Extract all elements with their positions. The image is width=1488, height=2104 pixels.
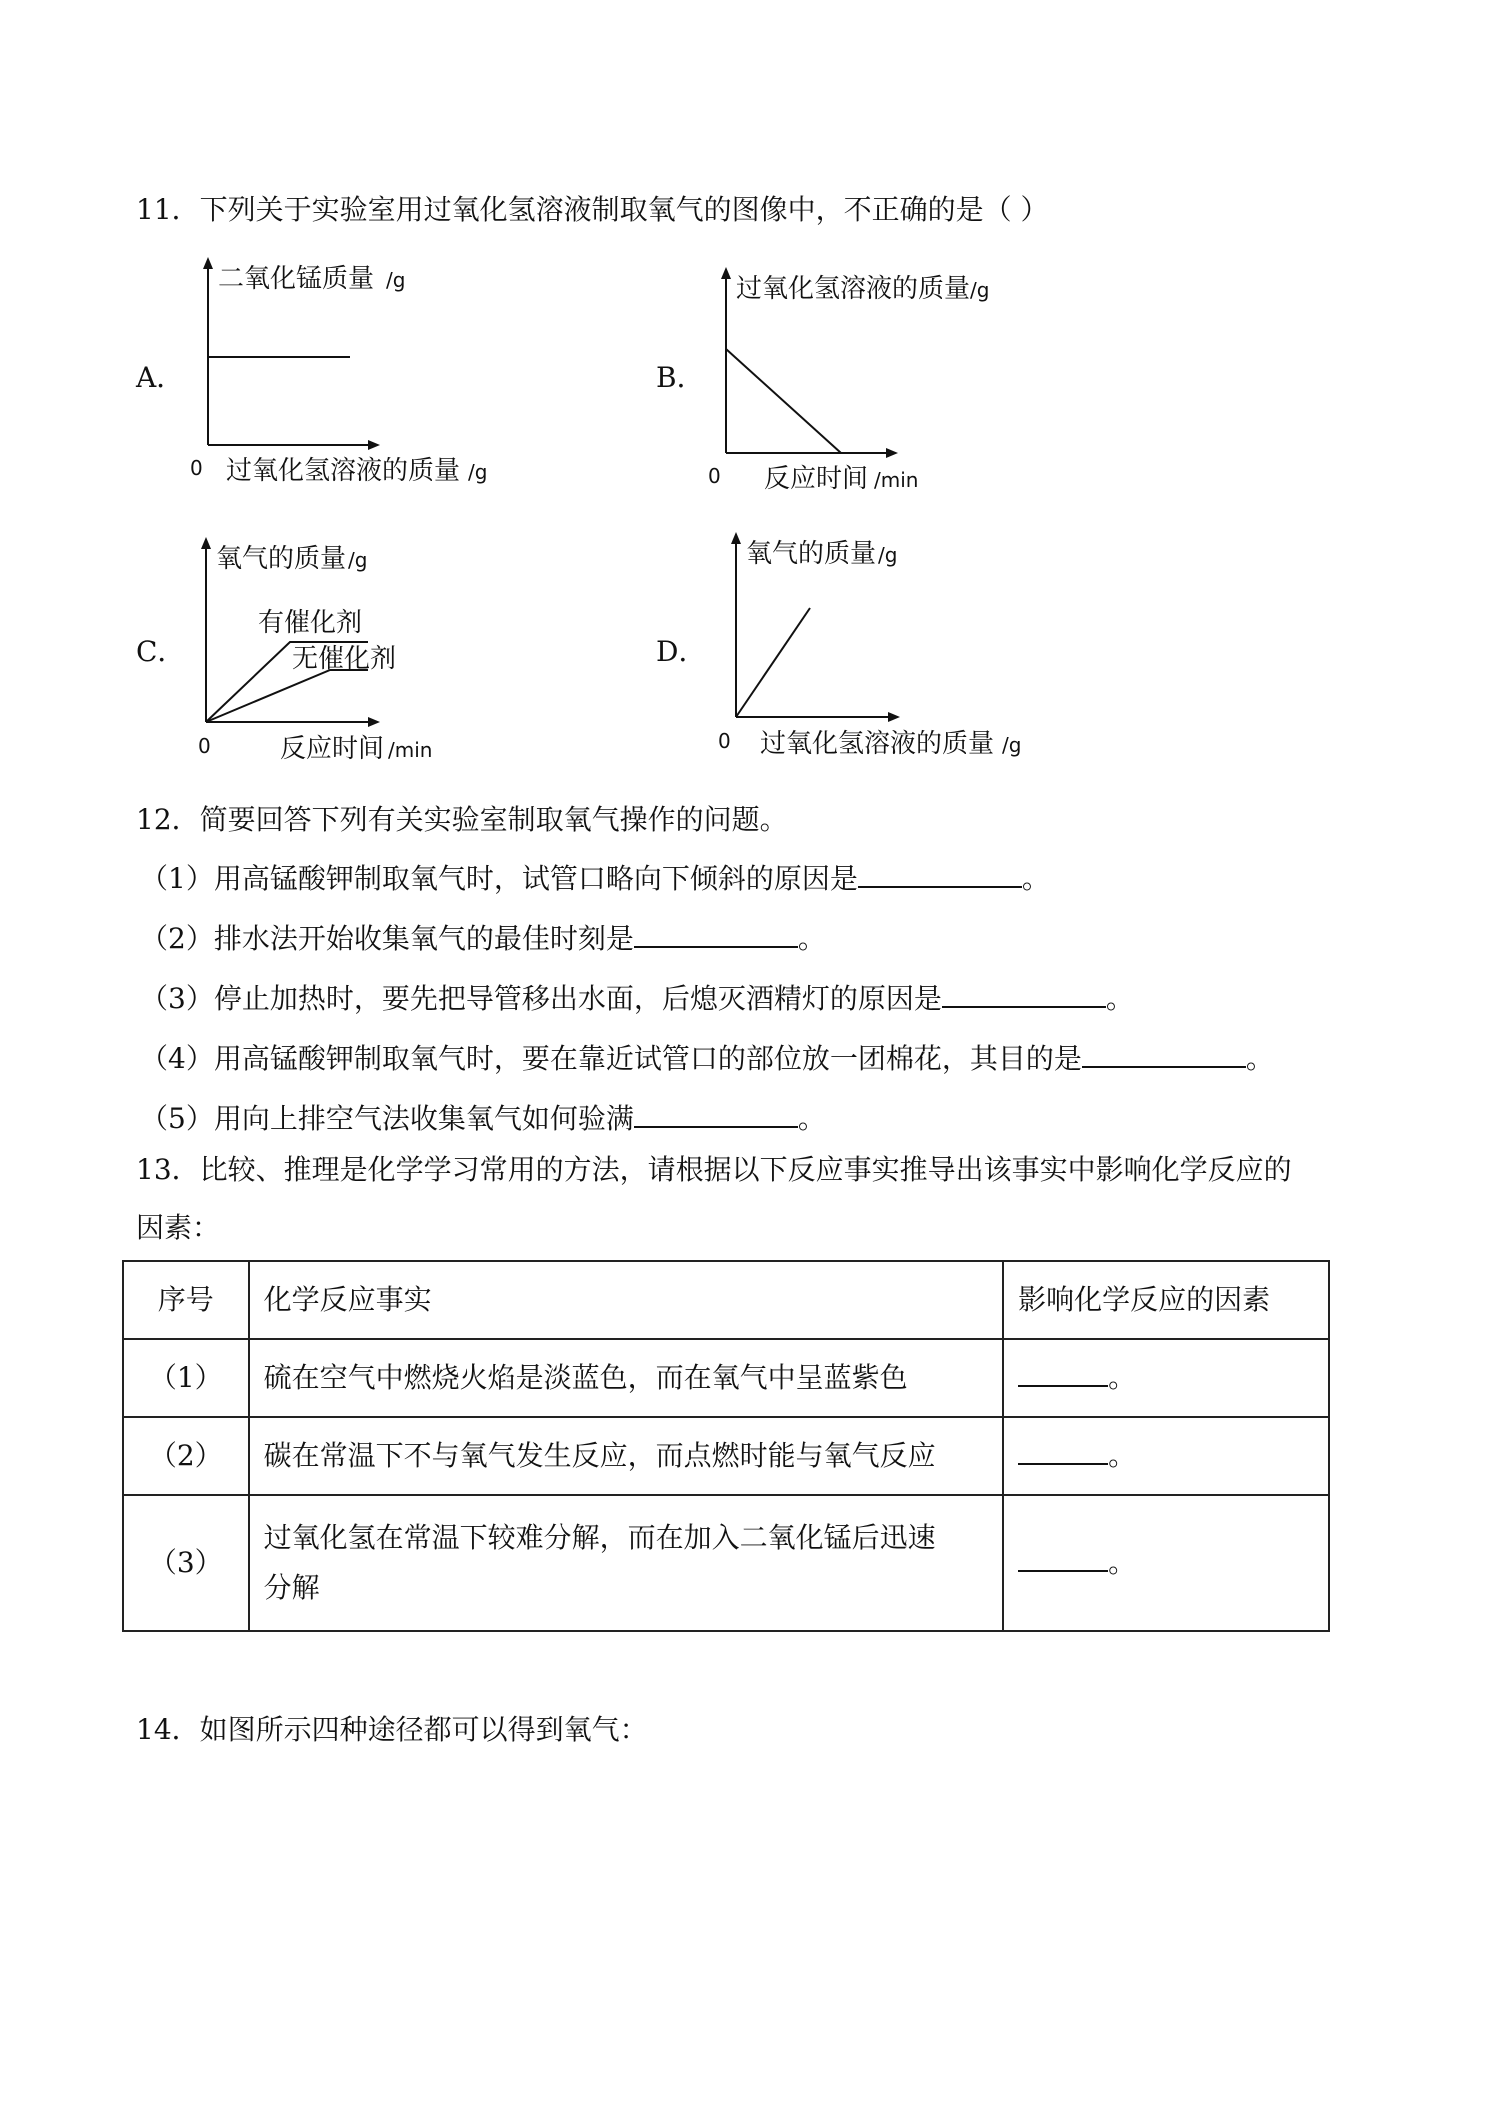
graph-b-line <box>726 349 841 453</box>
q12-item-2 <box>140 918 826 959</box>
table-row <box>123 1417 1329 1495</box>
header-number: 序号 <box>123 1261 249 1339</box>
graph-c-curve1-label: 有催化剂 <box>258 608 363 638</box>
graph-c <box>190 535 530 775</box>
q12-item-4 <box>140 1038 1274 1079</box>
row-number: （1） <box>123 1339 249 1417</box>
graph-a <box>190 255 530 495</box>
y-arrow-icon <box>721 267 731 279</box>
graph-d-xlabel: 过氧化氢溶液的质量 <box>760 729 995 759</box>
row-fact <box>249 1495 1004 1631</box>
x-arrow-icon <box>888 712 900 722</box>
row-factor-end: 。 <box>1108 1439 1137 1472</box>
graph-b-xunit: /min <box>874 468 919 492</box>
y-arrow-icon <box>201 537 211 549</box>
row-fact-line2: 分解 <box>263 1571 320 1604</box>
graph-b-xlabel: 反应时间 <box>764 464 869 494</box>
row-fact: 硫在空气中燃烧火焰是淡蓝色，而在氧气中呈蓝紫色 <box>249 1339 1004 1417</box>
q12-item-5-text: （5）用向上排空气法收集氧气如何验满 <box>140 1102 634 1135</box>
y-arrow-icon <box>203 257 213 269</box>
reaction-facts-table <box>122 1260 1330 1632</box>
q12-item-4-end: 。 <box>1245 1042 1274 1075</box>
q12-item-3-text: （3）停止加热时，要先把导管移出水面，后熄灭酒精灯的原因是 <box>140 982 942 1015</box>
graph-a-xunit: /g <box>468 460 488 484</box>
graph-d-yunit: /g <box>878 543 898 567</box>
option-d-label: D． <box>656 635 707 668</box>
graph-a-xlabel: 过氧化氢溶液的质量 <box>226 456 461 486</box>
q12-stem: 12．简要回答下列有关实验室制取氧气操作的问题。 <box>136 803 788 836</box>
q13-stem-line1: 13．比较、推理是化学学习常用的方法，请根据以下反应事实推导出该事实中影响化学反应的 <box>136 1153 1292 1186</box>
answer-blank[interactable] <box>634 1098 798 1128</box>
answer-blank[interactable] <box>942 978 1106 1008</box>
header-factor: 影响化学反应的因素 <box>1003 1261 1329 1339</box>
graph-b-yunit: /g <box>970 278 990 302</box>
graph-a-yunit: /g <box>386 268 406 292</box>
answer-blank[interactable] <box>858 858 1022 888</box>
row-fact-line1: 过氧化氢在常温下较难分解，而在加入二氧化锰后迅速 <box>263 1521 936 1554</box>
answer-blank[interactable] <box>634 918 798 948</box>
x-arrow-icon <box>368 717 380 727</box>
graph-d <box>718 530 1058 770</box>
graph-c-curve2-label: 无催化剂 <box>292 644 397 674</box>
table-row <box>123 1495 1329 1631</box>
graph-a-origin: 0 <box>190 456 203 480</box>
row-factor-end: 。 <box>1108 1361 1137 1394</box>
graph-c-xlabel: 反应时间 <box>280 734 385 764</box>
q12-item-4-text: （4）用高锰酸钾制取氧气时，要在靠近试管口的部位放一团棉花，其目的是 <box>140 1042 1082 1075</box>
graph-c-ylabel: 氧气的质量 <box>216 544 347 574</box>
graph-d-xunit: /g <box>1002 733 1022 757</box>
graph-b-origin: 0 <box>708 464 721 488</box>
q12-item-1-end: 。 <box>1021 862 1050 895</box>
q14-stem: 14．如图所示四种途径都可以得到氧气： <box>136 1713 648 1746</box>
row-fact: 碳在常温下不与氧气发生反应，而点燃时能与氧气反应 <box>249 1417 1004 1495</box>
q12-item-1-text: （1）用高锰酸钾制取氧气时，试管口略向下倾斜的原因是 <box>140 862 858 895</box>
q12-item-3 <box>140 978 1134 1019</box>
table-header-row <box>123 1261 1329 1339</box>
graph-c-yunit: /g <box>348 548 368 572</box>
row-factor <box>1003 1417 1329 1495</box>
q12-item-3-end: 。 <box>1105 982 1134 1015</box>
option-b-label: B． <box>656 361 705 394</box>
q12-item-2-end: 。 <box>797 922 826 955</box>
q11-stem: 11．下列关于实验室用过氧化氢溶液制取氧气的图像中，不正确的是（ ） <box>136 193 1049 226</box>
q13-stem-line2: 因素： <box>136 1211 221 1244</box>
table-row <box>123 1339 1329 1417</box>
header-fact: 化学反应事实 <box>249 1261 1004 1339</box>
option-c-label: C． <box>136 635 186 668</box>
q12-item-5-end: 。 <box>797 1102 826 1135</box>
graph-d-line <box>736 608 810 717</box>
y-arrow-icon <box>731 532 741 544</box>
row-factor <box>1003 1495 1329 1631</box>
graph-b <box>708 265 1048 505</box>
q12-item-2-text: （2）排水法开始收集氧气的最佳时刻是 <box>140 922 634 955</box>
q12-item-1 <box>140 858 1050 899</box>
option-a-label: A． <box>136 361 185 394</box>
graph-c-xunit: /min <box>388 738 433 762</box>
graph-a-ylabel: 二氧化锰质量 <box>218 264 375 294</box>
answer-blank[interactable] <box>1018 1542 1108 1572</box>
answer-blank[interactable] <box>1018 1435 1108 1465</box>
row-number: （2） <box>123 1417 249 1495</box>
graph-c-origin: 0 <box>198 734 211 758</box>
x-arrow-icon <box>886 448 898 458</box>
graph-b-ylabel: 过氧化氢溶液的质量 <box>736 274 971 304</box>
graph-d-ylabel: 氧气的质量 <box>746 539 877 569</box>
answer-blank[interactable] <box>1082 1038 1246 1068</box>
row-factor <box>1003 1339 1329 1417</box>
x-arrow-icon <box>368 440 380 450</box>
graph-d-origin: 0 <box>718 729 731 753</box>
answer-blank[interactable] <box>1018 1357 1108 1387</box>
row-factor-end: 。 <box>1108 1546 1137 1579</box>
row-number: （3） <box>123 1495 249 1631</box>
q12-item-5 <box>140 1098 826 1139</box>
graph-c-curve-no-catalyst <box>206 670 368 722</box>
